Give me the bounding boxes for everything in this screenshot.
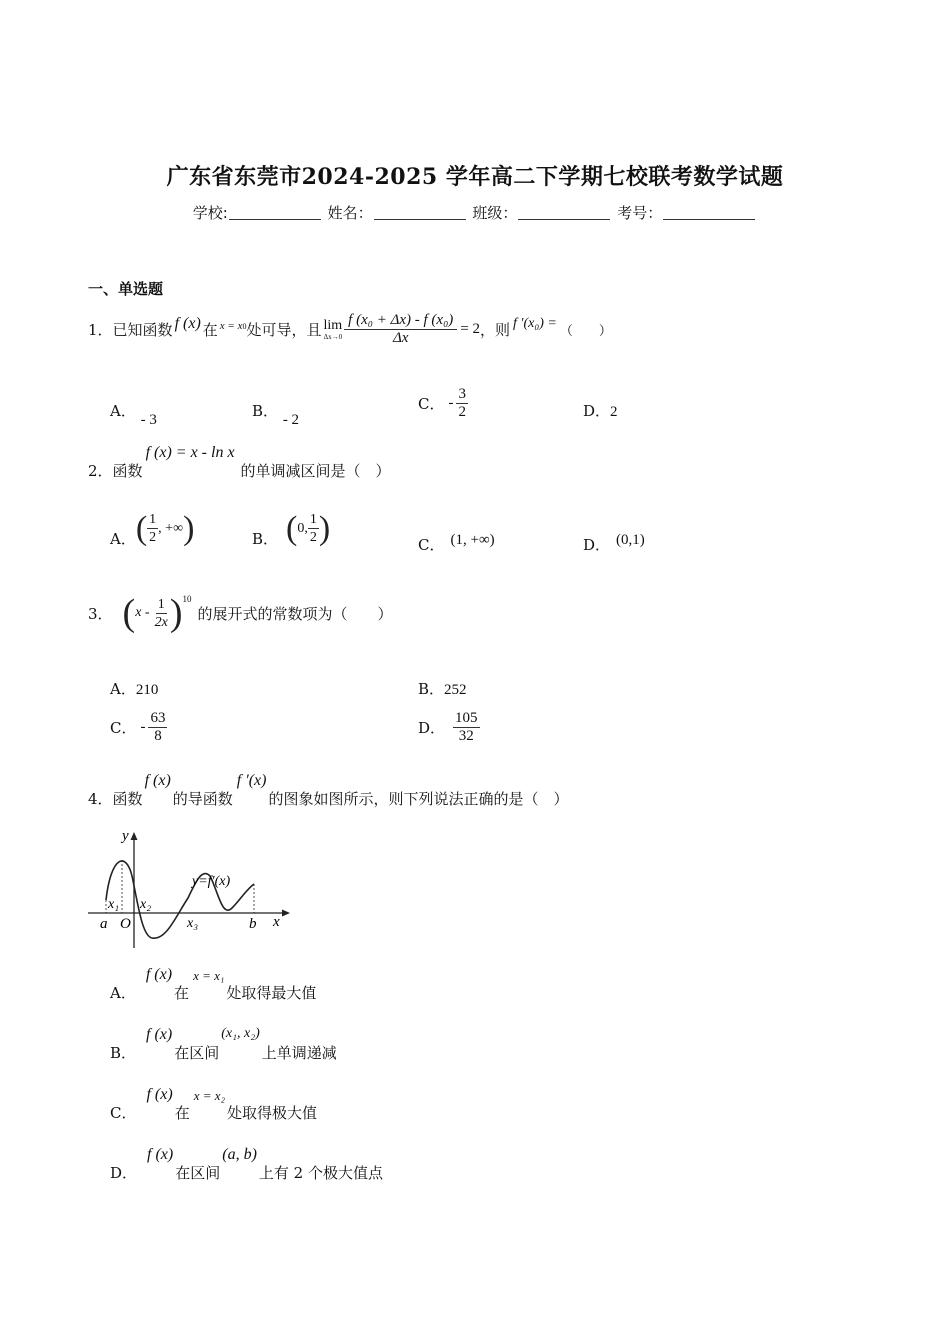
student-info-line: [0, 202, 950, 223]
q1-ask: f ′(x₀) =: [513, 315, 557, 331]
q1-option-d[interactable]: D．2: [583, 402, 618, 420]
q2-option-b[interactable]: B． ( 0, $\frac{1}{2}$ ): [252, 509, 331, 548]
name-blank[interactable]: [374, 205, 466, 220]
q4-option-d[interactable]: D． f (x) 在区间 (a, b) 上有 2 个极大值点: [110, 1146, 383, 1182]
q1-equals: = 2: [460, 321, 481, 337]
section-header: 一、单选题: [88, 280, 164, 298]
class-blank[interactable]: [518, 205, 610, 220]
q4-option-c[interactable]: C． f (x) 在 x = x₂ 处取得极大值: [110, 1086, 318, 1122]
question-3: 3． ( x - $\frac{1}{2x}$ ) 10 的展开式的常数项为（ ）: [88, 592, 393, 634]
q3-option-d[interactable]: D． $\frac{105}{32}$: [418, 710, 478, 744]
q3-power: 10: [182, 594, 192, 604]
q1-fraction: $\frac{\text{f (x₀ + Δx) - f (x₀)}}{\Delta x}$: [344, 312, 457, 347]
x-axis-arrow-icon: [282, 910, 290, 917]
q1-option-c[interactable]: C． - $\frac{3}{2}$: [418, 386, 466, 420]
name-label: 姓名：: [327, 204, 373, 222]
school-label: 学校:: [192, 204, 228, 222]
graph-curve-label: y=f′(x): [192, 874, 231, 889]
q2-option-d[interactable]: D． (0,1): [583, 532, 645, 554]
q3-x: x -: [135, 605, 150, 620]
q2-text-2: 的单调减区间是（ ）: [240, 462, 391, 480]
q1-condition: x = x0: [219, 319, 247, 332]
q4-fx: f (x): [144, 772, 171, 789]
q1-text-1: 已知函数: [112, 321, 173, 339]
question-1: [88, 312, 612, 347]
graph-label-x1: x₁: [108, 897, 120, 912]
q3-fraction: $\frac{1}{2x}$: [154, 596, 168, 630]
q3-number: 3．: [88, 604, 113, 623]
y-axis-arrow-icon: [131, 832, 138, 840]
graph-label-x: x: [273, 914, 280, 930]
q1-fx: f (x): [174, 314, 201, 332]
q2-option-a[interactable]: A． ( $\frac{1}{2}$ , +∞ ): [110, 509, 195, 548]
page-title: 广东省东莞市2024-2025 学年高二下学期七校联考数学试题: [166, 164, 784, 190]
q4-option-a[interactable]: A． f (x) 在 x = x₁ 处取得最大值: [110, 966, 317, 1002]
q2-expression: f (x) = x - ln x: [145, 444, 235, 461]
q3-text: 的展开式的常数项为（ ）: [197, 604, 393, 623]
question-2: [88, 444, 391, 481]
question-4: [88, 772, 569, 809]
q1-limit: lim Δx→0: [323, 317, 343, 341]
school-blank[interactable]: [229, 205, 321, 220]
number-blank[interactable]: [663, 205, 755, 220]
graph-label-a: a: [100, 916, 108, 932]
q4-text-3: 的图象如图所示，则下列说法正确的是（ ）: [268, 790, 569, 808]
q4-option-b[interactable]: B． f (x) 在区间 (x₁, x₂) 上单调递减: [110, 1026, 337, 1062]
q4-number: 4．: [88, 790, 113, 808]
number-label: 考号：: [617, 204, 663, 222]
class-label: 班级：: [472, 204, 518, 222]
q3-option-b[interactable]: B．252: [418, 680, 467, 698]
q1-number: 1．: [88, 321, 113, 339]
q1-text-4: ，则: [480, 321, 511, 339]
derivative-graph: [86, 826, 292, 950]
q4-text-1: 函数: [112, 790, 143, 808]
graph-label-x2: x₂: [140, 897, 152, 912]
q1-text-3: 处可导，且: [246, 321, 322, 339]
q3-option-a[interactable]: A．210: [110, 680, 159, 698]
graph-label-b: b: [249, 916, 257, 932]
graph-label-x3: x₃: [187, 916, 199, 931]
graph-label-y: y: [122, 828, 129, 844]
q2-number: 2．: [88, 462, 113, 480]
q1-text-2: 在: [202, 321, 218, 339]
q1-option-b[interactable]: B． - 2: [252, 402, 300, 428]
q2-option-c[interactable]: C． (1, +∞): [418, 532, 495, 554]
q3-option-c[interactable]: C． - $\frac{63}{8}$: [110, 710, 166, 744]
q1-option-a[interactable]: A． - 3: [110, 402, 157, 428]
q4-text-2: 的导函数: [172, 790, 233, 808]
q1-paren: （ ）: [559, 324, 612, 339]
q2-text-1: 函数: [112, 462, 143, 480]
q4-fpx: f ′(x): [236, 772, 267, 789]
graph-label-origin: O: [120, 916, 131, 932]
